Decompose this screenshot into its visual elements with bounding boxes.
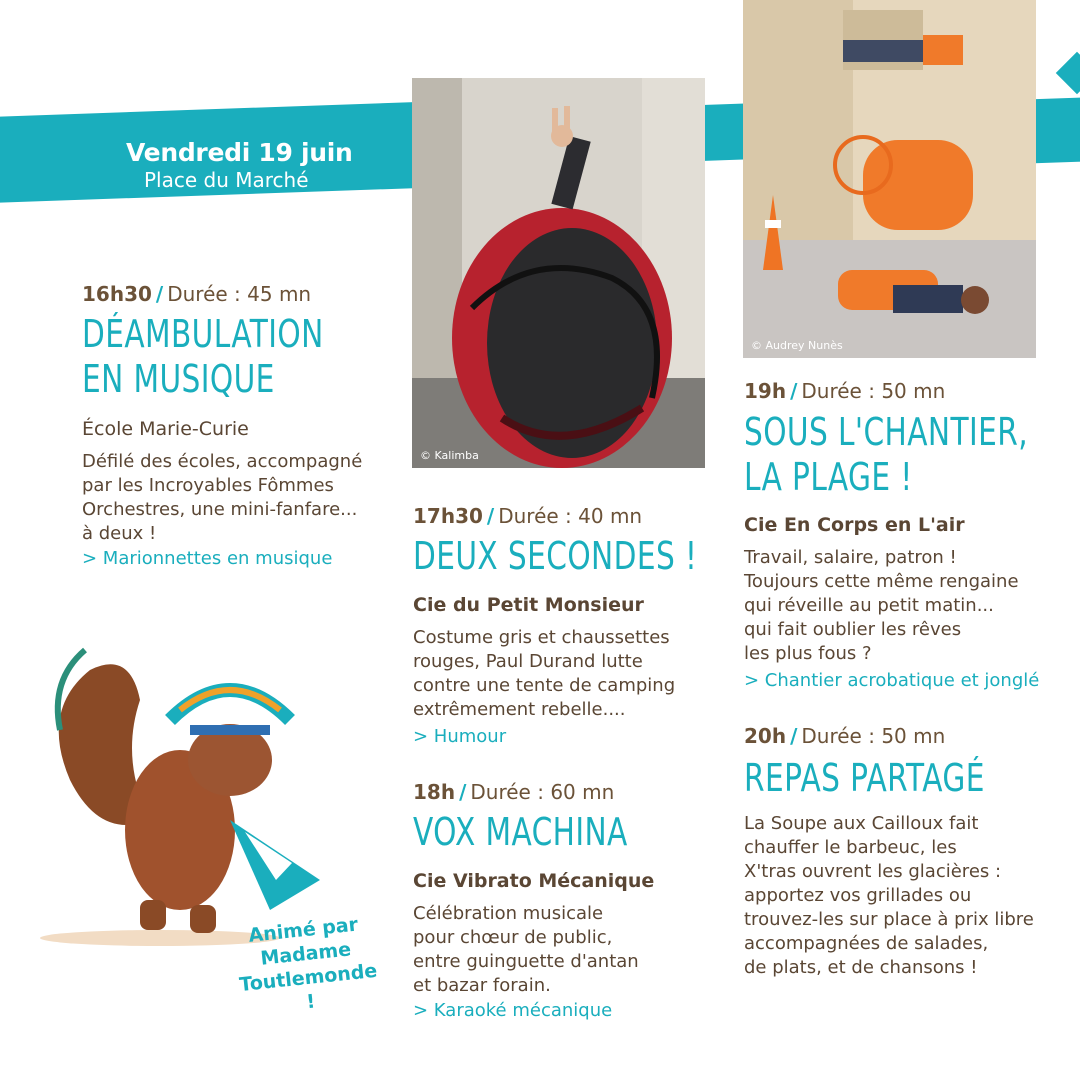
event-title: REPAS PARTAGÉ xyxy=(744,756,985,800)
event-company: Cie En Corps en L'air xyxy=(744,514,965,536)
banner-place: Place du Marché xyxy=(144,168,309,192)
event-company: Cie Vibrato Mécanique xyxy=(413,870,655,892)
event-time: 16h30 / Durée : 45 mn xyxy=(82,282,312,306)
event-company: École Marie-Curie xyxy=(82,418,249,440)
event-category-link[interactable]: > Humour xyxy=(413,726,507,747)
photo-credit: © Kalimba xyxy=(420,449,479,462)
squirrel-mascot-illustration xyxy=(30,610,350,950)
banner-stripe-right xyxy=(1029,97,1080,164)
event-title: VOX MACHINA xyxy=(413,810,628,854)
event-time: 18h / Durée : 60 mn xyxy=(413,780,615,804)
event-description: Costume gris et chaussettes rouges, Paul Durand lutte contre une tente de camping extrêmement rebelle.... xyxy=(413,627,676,720)
event-description: Défilé des écoles, accompagné par les Incroyables Fômmes Orchestres, une mini-fanfare... à deux ! xyxy=(82,451,363,544)
event-description: Travail, salaire, patron ! Toujours cette même rengaine qui réveille au petit matin... qui fait oublier les rêves les plus fous ? xyxy=(744,547,1019,664)
event-description: La Soupe aux Cailloux fait chauffer le barbeuc, les X'tras ouvrent les glacières : apportez vos grillades ou trouvez-les sur place à prix libre accompagnées de salades, de plats, et de chansons ! xyxy=(744,813,1034,978)
event-category-link[interactable]: > Chantier acrobatique et jonglé xyxy=(744,670,1040,691)
event-time: 19h / Durée : 50 mn xyxy=(744,379,946,403)
event-time: 17h30 / Durée : 40 mn xyxy=(413,504,643,528)
event-company: Cie du Petit Monsieur xyxy=(413,594,644,616)
banner-arrow-icon xyxy=(1056,52,1080,94)
banner-day: Vendredi 19 juin xyxy=(126,138,353,167)
photo-credit: © Audrey Nunès xyxy=(751,339,843,352)
event-title: DÉAMBULATION EN MUSIQUE xyxy=(82,312,324,401)
mascot-caption: Animé par Madame Toutlemonde ! xyxy=(238,913,379,1014)
event-title: DEUX SECONDES ! xyxy=(413,534,698,578)
event-time: 20h / Durée : 50 mn xyxy=(744,724,946,748)
photo-acrobats xyxy=(743,0,1036,358)
event-title: SOUS L'CHANTIER, LA PLAGE ! xyxy=(744,410,1029,499)
event-category-link[interactable]: > Marionnettes en musique xyxy=(82,548,333,569)
event-description: Célébration musicale pour chœur de public, entre guinguette d'antan et bazar forain. xyxy=(413,903,639,996)
photo-tent xyxy=(412,78,705,468)
event-category-link[interactable]: > Karaoké mécanique xyxy=(413,1000,613,1021)
